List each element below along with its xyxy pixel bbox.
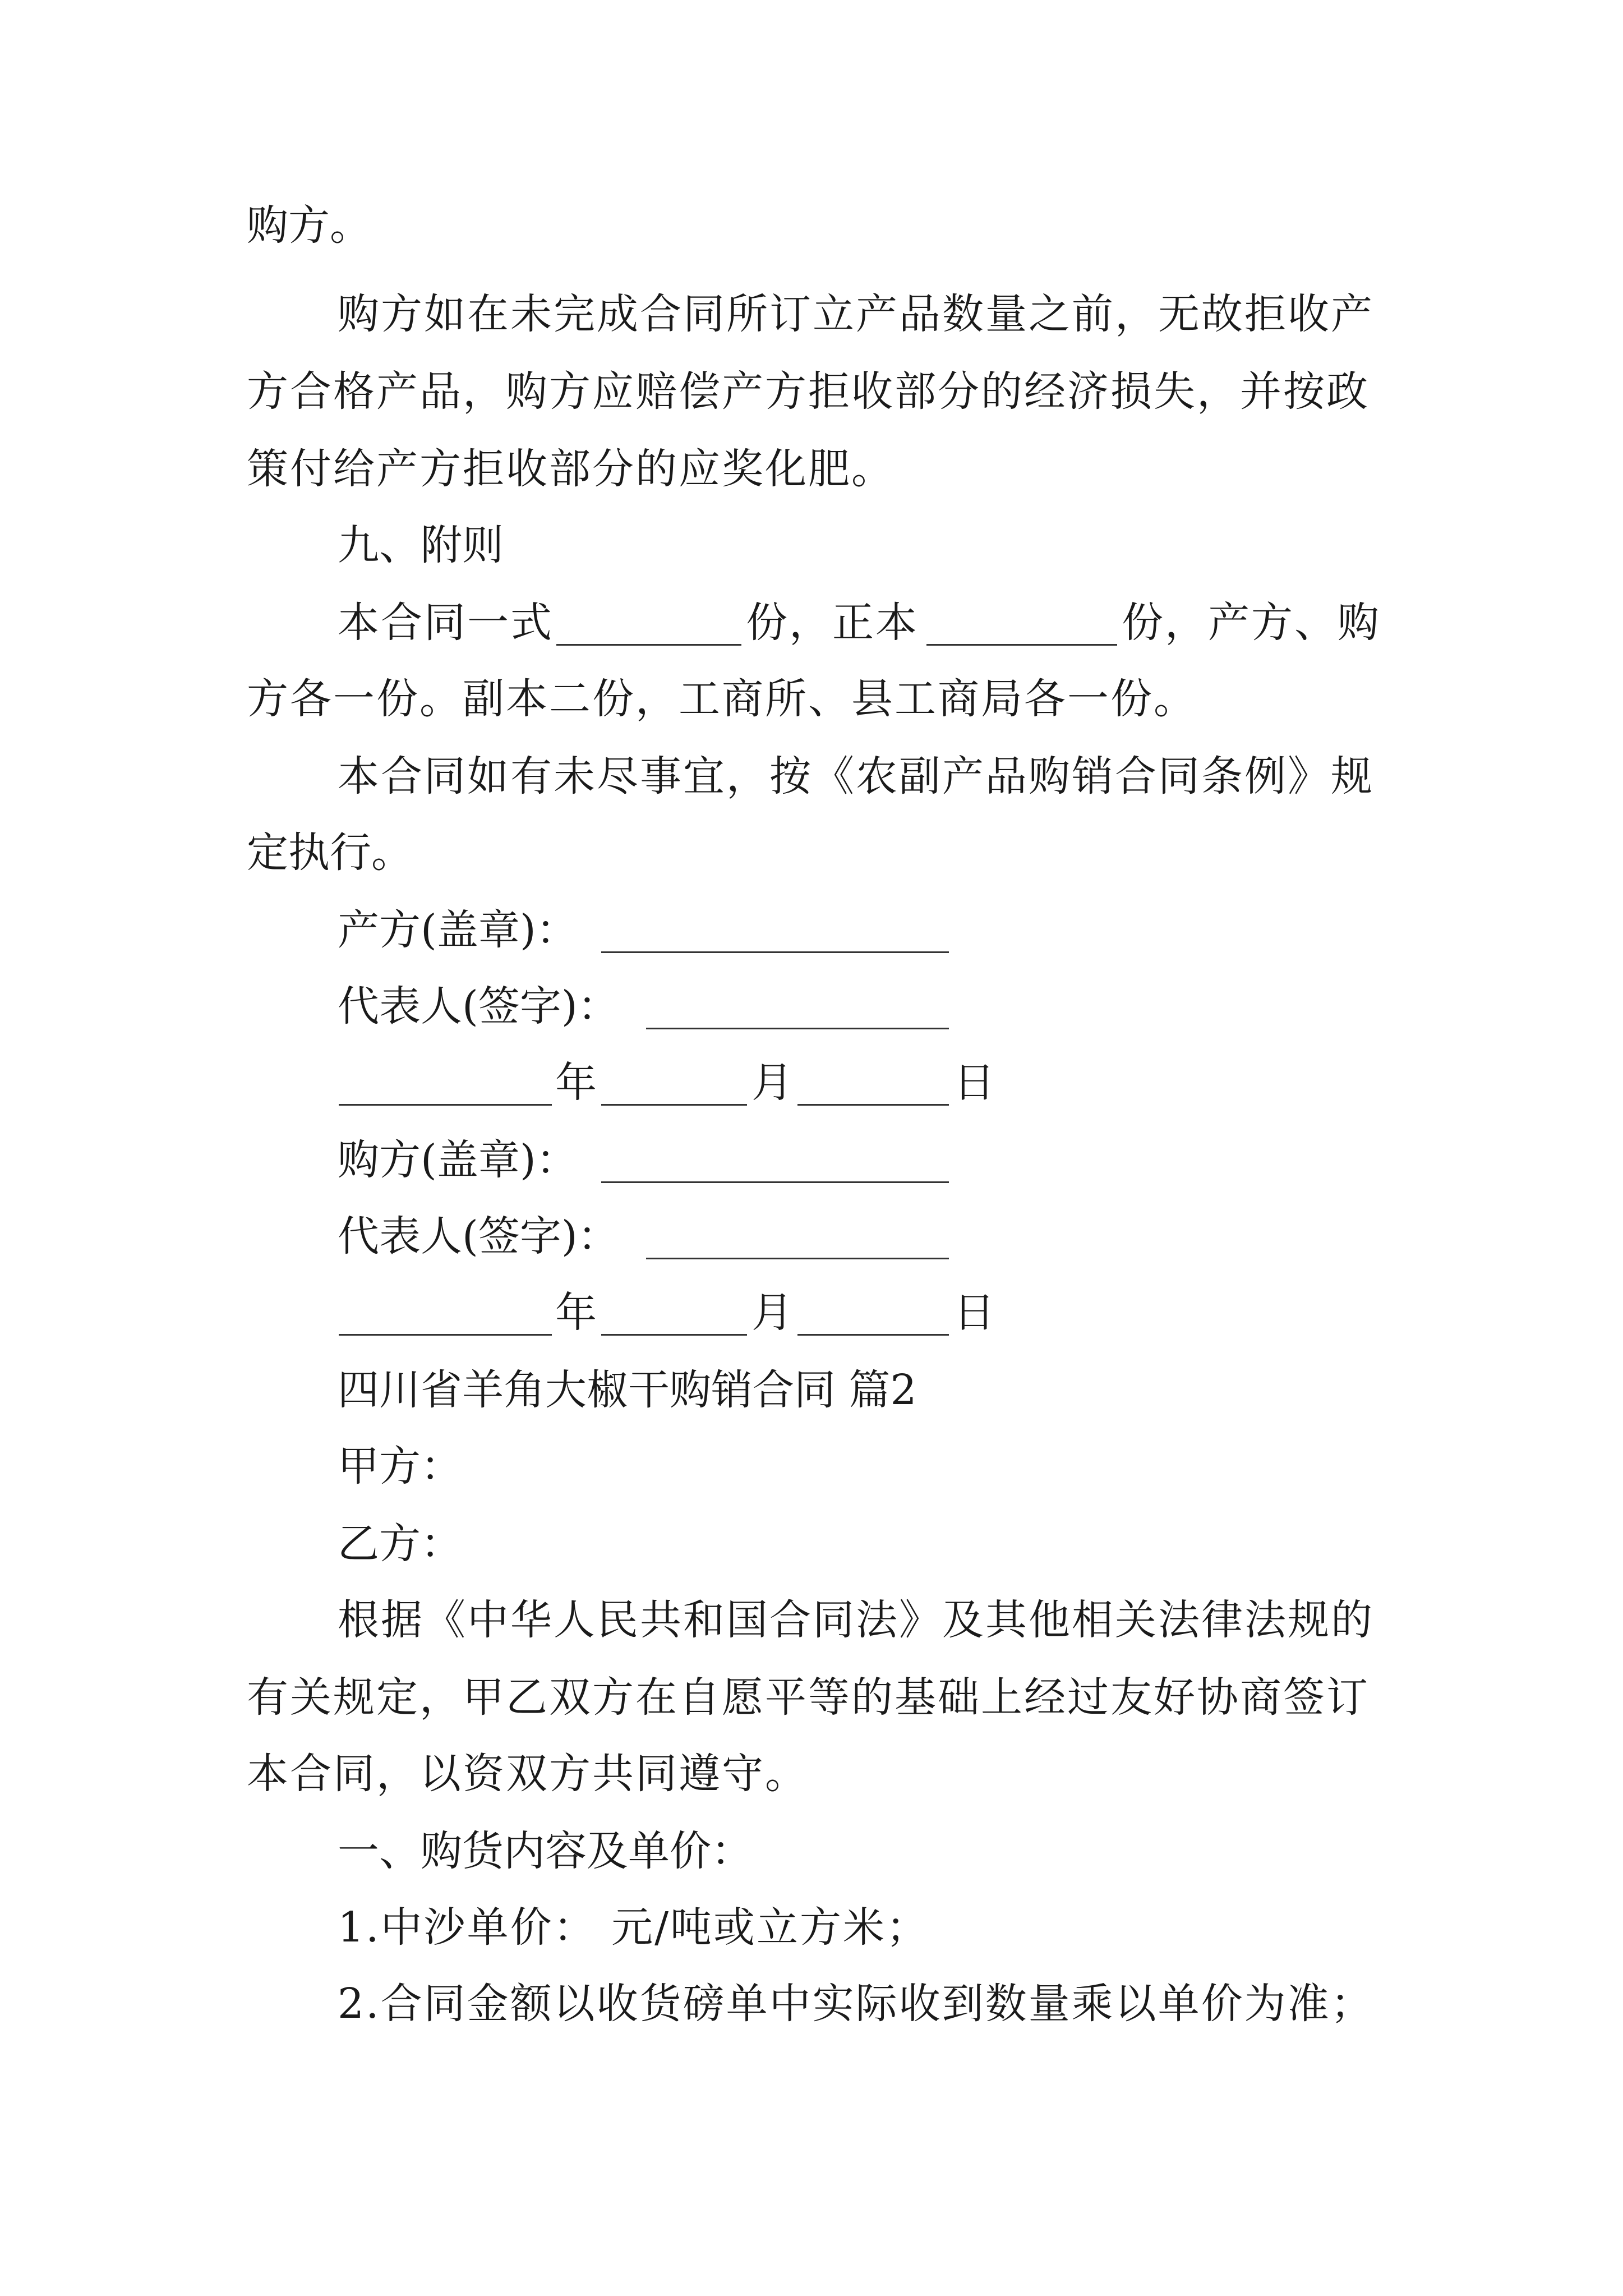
date-line <box>0 1285 1623 1341</box>
party-line <box>0 1516 1623 1572</box>
month-blank[interactable] <box>601 1295 747 1336</box>
paragraph-line <box>0 1592 1623 1648</box>
label: 年 <box>555 1289 597 1337</box>
label: 购方(盖章)： <box>338 1136 578 1184</box>
label: 月 <box>751 1289 793 1337</box>
seller-representative-blank[interactable] <box>646 988 949 1029</box>
label: 年 <box>555 1059 597 1107</box>
paragraph-line <box>0 595 1623 651</box>
paragraph-line <box>0 286 1623 342</box>
label: 日 <box>953 1289 995 1337</box>
contract-title <box>0 1362 1623 1418</box>
day-blank[interactable] <box>797 1065 949 1106</box>
label: 代表人(签字)： <box>338 1212 619 1260</box>
month-blank[interactable] <box>601 1065 747 1106</box>
text: 方各一份。副本二份，工商所、县工商局各一份。 <box>247 675 1197 723</box>
party-line <box>0 1438 1623 1494</box>
text: 定执行。 <box>247 829 413 877</box>
text: 根据《中华人民共和国合同法》及其他相关法律法规的 <box>338 1596 1374 1644</box>
signature-line <box>0 902 1623 958</box>
list-item <box>0 1976 1623 2032</box>
text: 本合同如有未尽事宜，按《农副产品购销合同条例》规 <box>338 752 1374 800</box>
label: 产方(盖章)： <box>338 906 578 954</box>
label: 代表人(签字)： <box>338 982 619 1030</box>
original-copies-blank[interactable] <box>926 605 1117 646</box>
section-heading <box>0 517 1623 573</box>
paragraph-line <box>0 1669 1623 1726</box>
signature-line <box>0 978 1623 1034</box>
text: 乙方： <box>338 1520 462 1568</box>
list-item <box>0 1899 1623 1955</box>
paragraph-line <box>0 825 1623 881</box>
seller-seal-blank[interactable] <box>601 912 949 953</box>
text: 四川省羊角大椒干购销合同 篇2 <box>338 1366 917 1414</box>
year-blank[interactable] <box>339 1065 552 1106</box>
signature-line <box>0 1132 1623 1188</box>
paragraph-line <box>0 197 1623 254</box>
text: 份，产方、购 <box>1122 599 1381 647</box>
day-blank[interactable] <box>797 1295 949 1336</box>
paragraph-line <box>0 1746 1623 1802</box>
section-heading <box>0 1823 1623 1879</box>
year-blank[interactable] <box>339 1295 552 1336</box>
text: 有关规定，甲乙双方在自愿平等的基础上经过友好协商签订 <box>247 1673 1370 1722</box>
signature-line <box>0 1208 1623 1264</box>
text: 九、附则 <box>338 521 504 569</box>
text: 2.合同金额以收货磅单中实际收到数量乘以单价为准； <box>338 1980 1374 2028</box>
text: 购方如在未完成合同所订立产品数量之前，无故拒收产 <box>338 290 1374 338</box>
paragraph-line <box>0 671 1623 727</box>
buyer-seal-blank[interactable] <box>601 1142 949 1183</box>
text: 购方。 <box>247 201 371 250</box>
text: 本合同，以资双方共同遵守。 <box>247 1750 808 1798</box>
label: 月 <box>751 1059 793 1107</box>
buyer-representative-blank[interactable] <box>646 1218 949 1259</box>
text: 1.中沙单价： 元/吨或立方米； <box>338 1903 930 1952</box>
date-line <box>0 1055 1623 1111</box>
paragraph-line <box>0 364 1623 420</box>
text: 本合同一式 <box>338 599 554 647</box>
text: 策付给产方拒收部分的应奖化肥。 <box>247 445 895 493</box>
text: 份，正本 <box>746 599 919 647</box>
text: 甲方： <box>338 1442 462 1490</box>
paragraph-line <box>0 748 1623 804</box>
paragraph-line <box>0 441 1623 497</box>
copies-blank[interactable] <box>556 605 741 646</box>
text: 一、购货内容及单价： <box>338 1827 753 1875</box>
text: 方合格产品，购方应赔偿产方拒收部分的经济损失，并按政 <box>247 367 1370 416</box>
label: 日 <box>953 1059 995 1107</box>
